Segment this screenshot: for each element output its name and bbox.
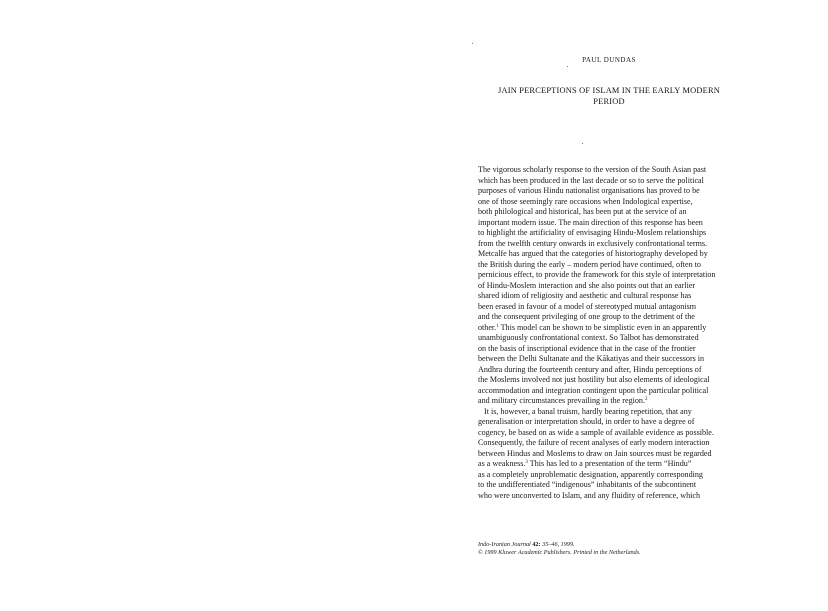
text-line	[478, 480, 740, 491]
author-name: PAUL DUNDAS	[582, 56, 636, 64]
text-line	[478, 417, 740, 428]
text-line-content: as a weakness.	[478, 459, 526, 468]
text-line-content: who were unconverted to Islam, and any fluidity of reference, which	[478, 490, 701, 500]
text-line	[478, 291, 740, 302]
text-line	[478, 449, 740, 460]
text-line	[478, 239, 740, 250]
text-line	[478, 396, 740, 407]
footnote-marker: 3	[525, 460, 528, 465]
journal-volume: 42:	[532, 541, 541, 548]
text-line-content: Andhra during the fourteenth century and after, Hindu perceptions of	[478, 364, 702, 374]
text-line-content: between Hindus and Moslems to draw on Jain sources must be regarded	[478, 448, 712, 458]
text-line	[478, 459, 740, 470]
text-line-content: accommodation and integration contingent upon the particular political	[478, 385, 709, 395]
text-line	[478, 197, 740, 208]
text-line-content: been erased in favour of a model of stereotyped mutual antagonism	[478, 301, 697, 311]
text-line-content: of Hindu-Moslem interaction and she also points out that an earlier	[478, 280, 696, 290]
article-first-page	[478, 56, 740, 501]
text-line-content: generalisation or interpretation should, in order to have a degree of	[478, 417, 695, 426]
text-line	[478, 260, 740, 271]
article-title	[478, 85, 740, 107]
footnote-marker: 2	[645, 397, 648, 402]
text-line-content: the British during the early – modern period have continued, often to	[478, 259, 701, 269]
text-line	[478, 207, 740, 218]
text-line-content: as a completely unproblematic designation, apparently corresponding	[478, 469, 703, 479]
text-line	[478, 365, 740, 376]
text-line-content: between the Delhi Sultanate and the Kākatiyas and their successors in	[478, 354, 705, 363]
text-line	[478, 344, 740, 355]
text-line-content: on the basis of inscriptional evidence that in the case of the frontier	[478, 343, 696, 353]
text-line-content: from the twelfth century onwards in exclusively confrontational terms.	[478, 238, 708, 248]
text-line-content: Consequently, the failure of recent analyses of early modern interaction	[478, 438, 710, 447]
text-line	[478, 186, 740, 197]
journal-footer	[478, 541, 641, 557]
text-line-content: one of those seemingly rare occasions when Indological expertise,	[478, 196, 693, 206]
text-line-content: It is, however, a banal truism, hardly bearing repetition, that any	[484, 406, 692, 416]
text-line	[478, 386, 740, 397]
text-line-continuation: This model can be shown to be simplistic even in an apparently	[498, 322, 707, 332]
copyright-line: © 1999 Kluwer Academic Publishers. Printed in the Netherlands.	[478, 549, 641, 556]
scan-speck	[472, 43, 473, 44]
text-line	[478, 323, 740, 334]
text-line	[478, 470, 740, 481]
text-line	[478, 302, 740, 313]
text-line	[478, 428, 740, 439]
text-line	[478, 375, 740, 386]
text-line-content: pernicious effect, to provide the framework for this style of interpretation	[478, 270, 716, 279]
text-line-content: Metcalfe has argued that the categories of historiography developed by	[478, 249, 708, 258]
text-line	[478, 438, 740, 449]
text-line-content: shared idiom of religiosity and aesthetic and cultural response has	[478, 291, 692, 300]
text-line-content: important modern issue. The main direction of this response has been	[478, 217, 703, 227]
text-line	[478, 333, 740, 344]
footnote-marker: 1	[496, 323, 499, 329]
journal-citation	[478, 541, 641, 549]
text-line	[478, 312, 740, 323]
text-line	[478, 218, 740, 229]
title-line: JAIN PERCEPTIONS OF ISLAM IN THE EARLY MODERN	[498, 86, 720, 95]
journal-name: Indo-Iranian Journal	[478, 541, 531, 548]
text-line-content: unambiguously confrontational context. So Talbot has demonstrated	[478, 333, 699, 342]
text-line-content: to highlight the artificiality of envisaging Hindu-Moslem relationships	[478, 228, 707, 237]
text-line-content: other.	[478, 322, 497, 332]
text-line	[478, 354, 740, 365]
text-line	[478, 176, 740, 187]
text-line	[478, 407, 740, 418]
text-line-content: both philological and historical, has been put at the service of an	[478, 207, 687, 216]
text-line-content: which has been produced in the last decade or so to serve the political	[478, 175, 704, 185]
text-line-content: the Moslems involved not just hostility but also elements of ideological	[478, 375, 710, 384]
text-line	[478, 165, 740, 176]
text-line	[478, 491, 740, 502]
text-line-content: purposes of various Hindu nationalist organisations has proved to be	[478, 186, 700, 195]
text-line-content: and military circumstances prevailing in the region.	[478, 396, 645, 405]
text-line	[478, 228, 740, 239]
text-line-content: and the consequent privileging of one group to the detriment of the	[478, 312, 695, 321]
text-line	[478, 281, 740, 292]
text-line-content: to the undifferentiated “indigenous” inhabitants of the subcontinent	[478, 480, 697, 489]
title-line: PERIOD	[593, 97, 625, 106]
text-line	[478, 270, 740, 281]
text-line-continuation: This has led to a presentation of the term “Hindu”	[527, 459, 692, 468]
article-body	[478, 165, 740, 501]
text-line-content: The vigorous scholarly response to the version of the South Asian past	[478, 165, 707, 174]
journal-pages: 35–46, 1999.	[542, 541, 575, 548]
text-line-content: cogency, be based on as wide a sample of available evidence as possible.	[478, 427, 714, 437]
text-line	[478, 249, 740, 260]
